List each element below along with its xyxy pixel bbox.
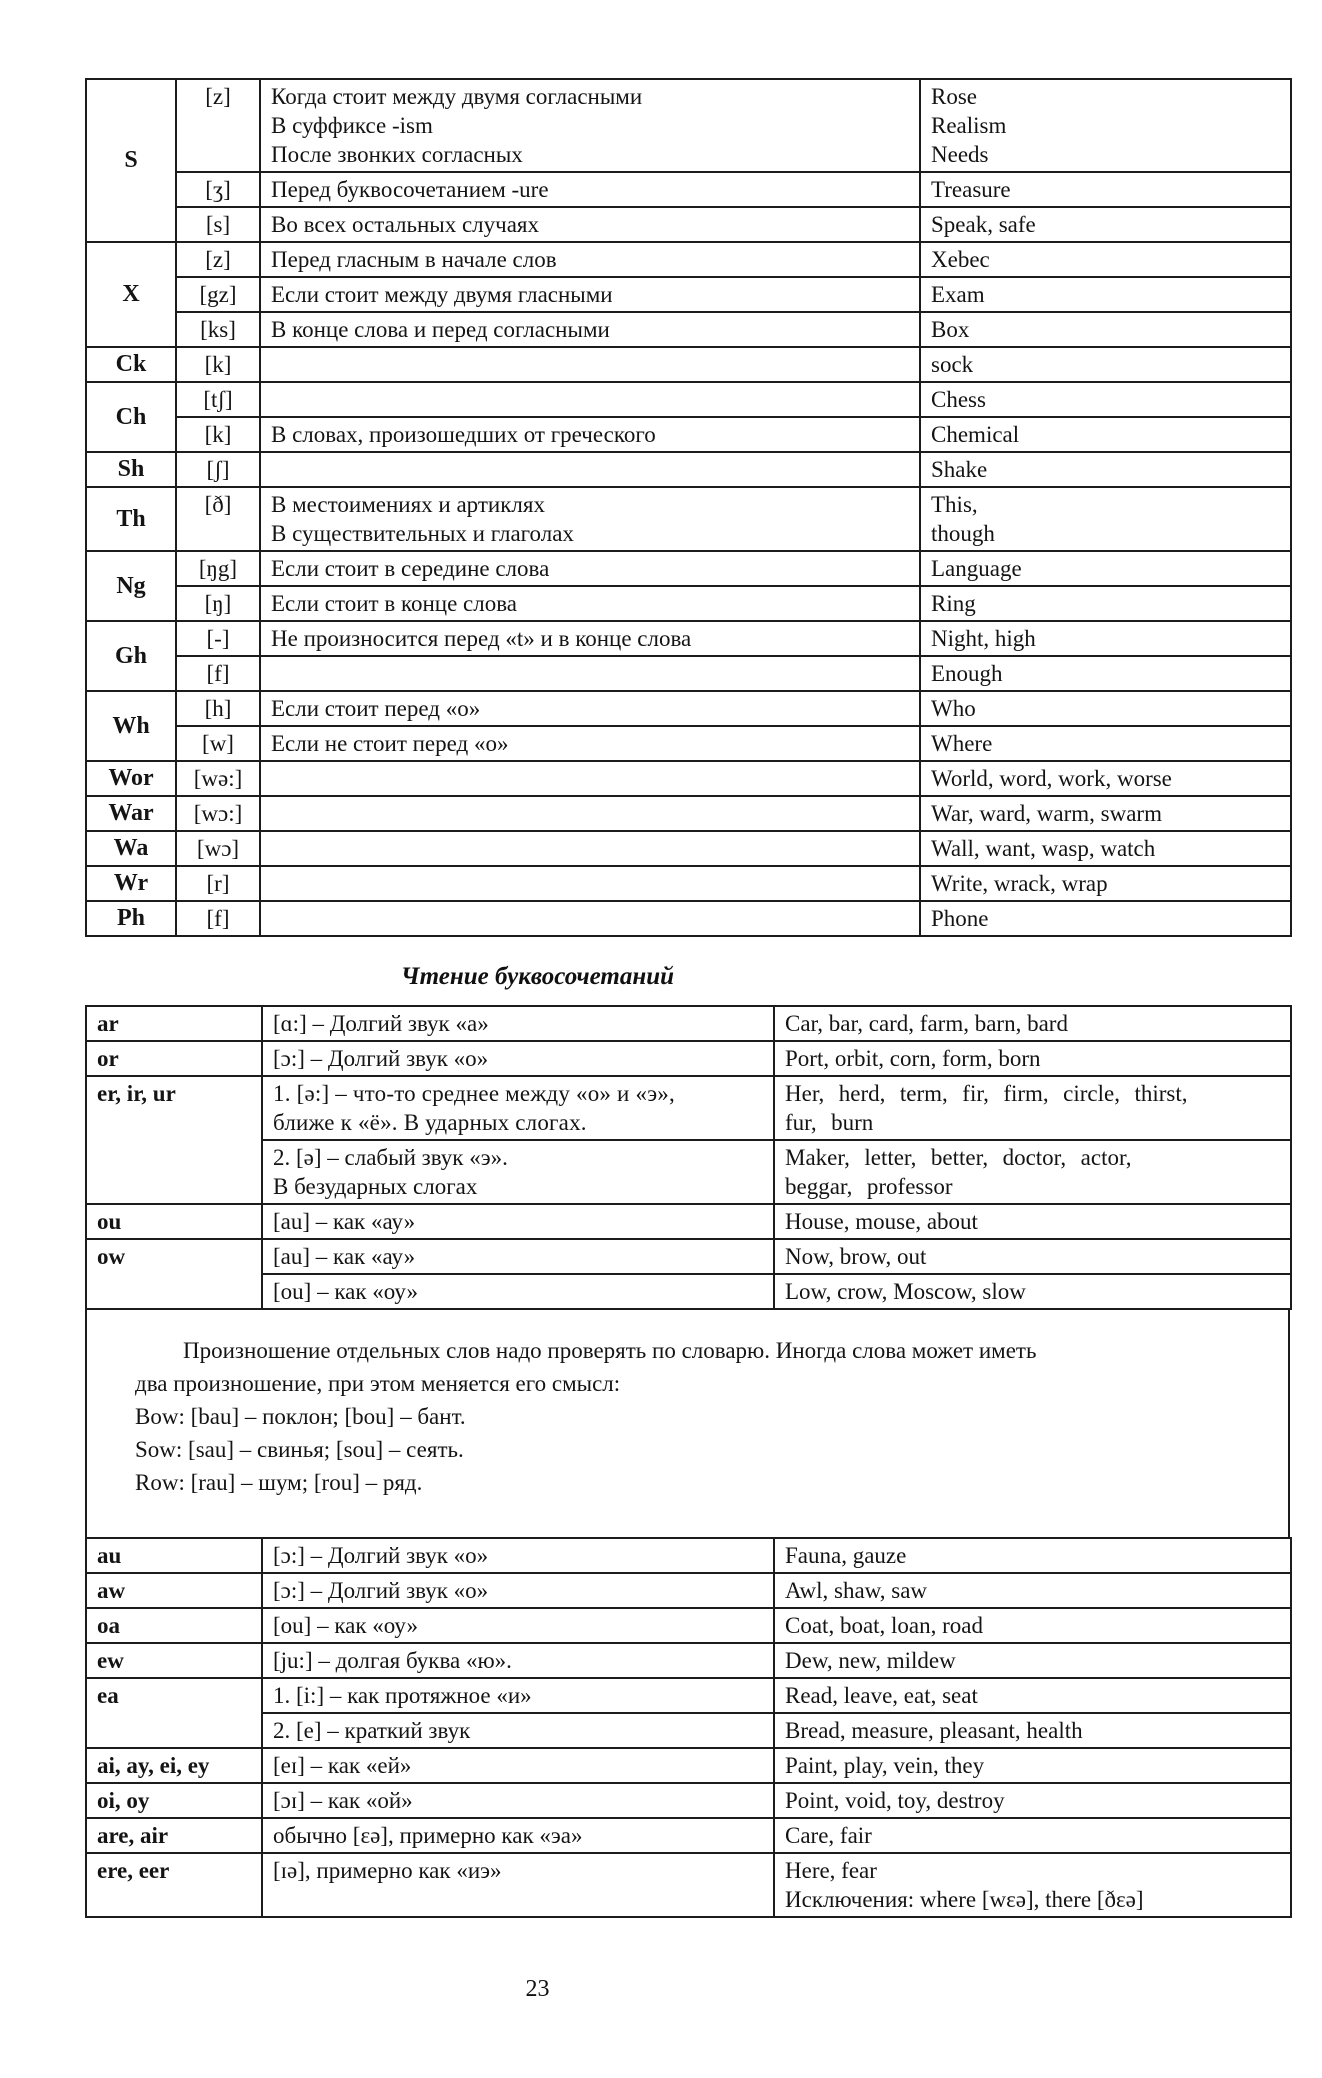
table-row [86,1204,1291,1239]
vowel-combinations-table-body [86,1006,1291,1309]
rule-text-line: [ɔɪ] – как «ой» [273,1788,413,1813]
transcription-line: [wə:] [193,766,243,791]
examples-line: Where [931,731,993,756]
rule-text [260,586,920,621]
scanned-book-page [0,78,1322,2078]
transcription-line: [wɔ:] [193,801,243,826]
examples-line: Awl, shaw, saw [785,1578,928,1603]
transcription-line: [r] [206,871,230,896]
examples [774,1274,1291,1309]
rule-text-line: [eɪ] – как «ей» [273,1753,412,1778]
rule-text [260,207,920,242]
rule-text [260,487,920,551]
table-row [86,382,1291,417]
rule-text-line: Во всех остальных случаях [271,212,540,237]
rule-text [262,1573,774,1608]
rule-text [260,277,920,312]
examples [774,1573,1291,1608]
examples [920,796,1291,831]
note-paragraph [135,1334,1268,1400]
note-examples [135,1400,1268,1499]
examples [920,901,1291,936]
examples [920,207,1291,242]
vowel-combinations-table [85,1005,1292,1310]
examples-line: Point, void, toy, destroy [785,1788,1005,1813]
rule-text [260,796,920,831]
transcription-line: [z] [205,84,231,109]
letter-combination: are, air [86,1818,262,1853]
transcription [176,796,260,831]
table-row [86,1748,1291,1783]
table-row [86,242,1291,277]
examples [920,551,1291,586]
rule-text [262,1678,774,1713]
rule-text [260,551,920,586]
table-row [86,1818,1291,1853]
examples [920,656,1291,691]
letter-combination: Wr [86,866,176,901]
rule-text [260,901,920,936]
letter-combination: ea [86,1678,262,1748]
examples-line: Ring [931,591,976,616]
examples [920,417,1291,452]
page-number: 23 [525,1976,550,2002]
examples [774,1608,1291,1643]
examples-line: Chess [931,387,986,412]
rule-text-line: [ɔ:] – Долгий звук «о» [273,1578,489,1603]
table-row [86,761,1291,796]
rule-text-line: 2. [ə] – слабый звук «э». [273,1145,508,1170]
rule-text [262,1608,774,1643]
examples-line: Here, fear [785,1858,877,1883]
letter-combination: oi, oy [86,1783,262,1818]
rule-text-line: В существительных и глаголах [271,521,574,546]
letter-combination: au [86,1538,262,1573]
table-row [86,487,1291,551]
transcription-line: [h] [204,696,232,721]
section-title: Чтение буквосочетаний [400,963,675,990]
transcription [176,207,260,242]
examples [920,866,1291,901]
examples-line: Realism [931,113,1007,138]
examples [774,1204,1291,1239]
rule-text-line: [ou] – как «оу» [273,1279,418,1304]
transcription-line: [ks] [200,317,236,342]
examples-line: though [931,521,995,546]
rule-text-line: обычно [ɛə], примерно как «эа» [273,1823,583,1848]
transcription-line: [ŋ] [204,591,232,616]
examples-line: Speak, safe [931,212,1036,237]
table-row [86,1783,1291,1818]
consonant-combinations-table [85,78,1292,937]
examples-line: Care, fair [785,1823,872,1848]
examples-line: Coat, boat, loan, road [785,1613,984,1638]
rule-text-line: [ɔ:] – Долгий звук «о» [273,1543,489,1568]
transcription-line: [w] [202,731,234,756]
examples [920,277,1291,312]
letter-combination: S [86,79,176,242]
rule-text [260,831,920,866]
table-row [86,417,1291,452]
table-row [86,79,1291,172]
rule-text-line: [au] – как «ау» [273,1244,416,1269]
rule-text [262,1713,774,1748]
table-row [86,207,1291,242]
table-row [86,726,1291,761]
transcription-line: [ʒ] [205,177,231,202]
rule-text-line: Перед буквосочетанием -ure [271,177,549,202]
examples [920,621,1291,656]
examples-line: Language [931,556,1022,581]
rule-text-line: [ou] – как «оу» [273,1613,418,1638]
rule-text-line: Когда стоит между двумя согласными [271,84,643,109]
note-example-line: Sow: [sau] – свинья; [sou] – сеять. [135,1437,464,1462]
letter-combination: or [86,1041,262,1076]
examples [774,1713,1291,1748]
transcription [176,586,260,621]
rule-text [262,1041,774,1076]
transcription-line: [f] [206,906,230,931]
letter-combination: Ph [86,901,176,936]
letter-combination: Wa [86,831,176,866]
rule-text-line: Если стоит в конце слова [271,591,518,616]
examples-line: Rose [931,84,977,109]
examples-line: Who [931,696,976,721]
transcription [176,277,260,312]
rule-text [262,1783,774,1818]
examples-line: Treasure [931,177,1011,202]
examples [920,691,1291,726]
letter-combination: Sh [86,452,176,487]
examples [920,761,1291,796]
examples-line: Low, crow, Moscow, slow [785,1279,1026,1304]
rule-text [260,79,920,172]
rule-text-line: [ju:] – долгая буква «ю». [273,1648,512,1673]
letter-combination: Ck [86,347,176,382]
examples-line: Read, leave, eat, seat [785,1683,978,1708]
note-example-line: Row: [rau] – шум; [rou] – ряд. [135,1470,423,1495]
rule-text-line: [ɑ:] – Долгий звук «а» [273,1011,489,1036]
transcription [176,487,260,551]
letter-combination: ou [86,1204,262,1239]
table-row [86,1573,1291,1608]
transcription-line: [z] [205,247,231,272]
page-content [85,78,1290,2003]
letter-combination: X [86,242,176,347]
examples [920,831,1291,866]
rule-text [260,621,920,656]
rule-text [260,726,920,761]
rule-text-line: ближе к «ё». В ударных слогах. [273,1110,587,1135]
examples-line: Maker, letter, better, doctor, actor, [785,1145,1132,1170]
rule-text [262,1239,774,1274]
examples-line: Fauna, gauze [785,1543,907,1568]
table-row [86,1076,1291,1140]
rule-text [262,1748,774,1783]
rule-text-line: [au] – как «ау» [273,1209,416,1234]
transcription-line: [wɔ] [196,836,240,861]
transcription [176,761,260,796]
examples [774,1041,1291,1076]
examples-line: Wall, want, wasp, watch [931,836,1156,861]
table-row [86,691,1291,726]
transcription-line: [ʃ] [206,457,230,482]
rule-text-line: В словах, произошедших от греческого [271,422,656,447]
rule-text-line: После звонких согласных [271,142,523,167]
table-row [86,831,1291,866]
rule-text [260,417,920,452]
table-row [86,1713,1291,1748]
rule-text-line: Если не стоит перед «о» [271,731,509,756]
note-paragraph-line: Произношение отдельных слов надо проверять по словарю. Иногда слова может иметь [183,1338,1037,1363]
note-example-line: Bow: [bau] – поклон; [bou] – бант. [135,1404,466,1429]
examples [920,79,1291,172]
letter-combination: War [86,796,176,831]
letter-combination: Ch [86,382,176,452]
letter-combination: oa [86,1608,262,1643]
transcription [176,656,260,691]
table-row [86,347,1291,382]
rule-text-line: Перед гласным в начале слов [271,247,557,272]
table-row [86,1643,1291,1678]
examples [774,1076,1291,1140]
transcription-line: [s] [205,212,231,237]
examples [774,1239,1291,1274]
transcription [176,691,260,726]
rule-text [260,866,920,901]
rule-text-line: В безударных слогах [273,1174,478,1199]
rule-text [262,1538,774,1573]
examples-line: Xebec [931,247,990,272]
transcription-line: [k] [204,352,232,377]
examples [920,726,1291,761]
examples [774,1538,1291,1573]
examples-line: beggar, professor [785,1174,953,1199]
transcription [176,831,260,866]
letter-combination: aw [86,1573,262,1608]
examples-line: Car, bar, card, farm, barn, bard [785,1011,1068,1036]
vowel-combinations-table-2-body [86,1538,1291,1917]
examples-line: House, mouse, about [785,1209,978,1234]
table-row [86,1041,1291,1076]
examples-line: Paint, play, vein, they [785,1753,985,1778]
transcription [176,172,260,207]
examples [920,452,1291,487]
table-row [86,1538,1291,1573]
transcription-line: [k] [204,422,232,447]
examples-line: Now, brow, out [785,1244,927,1269]
letter-combination: ow [86,1239,262,1309]
rule-text [260,347,920,382]
examples-line: Her, herd, term, fir, firm, circle, thirst, [785,1081,1188,1106]
examples-line: Box [931,317,970,342]
rule-text-line: Если стоит между двумя гласными [271,282,613,307]
examples [774,1006,1291,1041]
pronunciation-note [85,1308,1290,1539]
table-row [86,656,1291,691]
table-row [86,796,1291,831]
examples-line: Enough [931,661,1003,686]
table-row [86,1006,1291,1041]
examples [774,1783,1291,1818]
letter-combination: ew [86,1643,262,1678]
rule-text-line: Если стоит перед «о» [271,696,481,721]
examples-line: Write, wrack, wrap [931,871,1108,896]
transcription [176,79,260,172]
table-row [86,1853,1291,1917]
rule-text [260,312,920,347]
examples-line: fur, burn [785,1110,874,1135]
transcription [176,551,260,586]
examples [774,1853,1291,1917]
examples [920,242,1291,277]
examples-line: Needs [931,142,989,167]
transcription-line: [ð] [204,492,232,517]
rule-text-line: Если стоит в середине слова [271,556,550,581]
transcription-line: [f] [206,661,230,686]
letter-combination: Wh [86,691,176,761]
examples [774,1818,1291,1853]
transcription-line: [gz] [199,282,237,307]
letter-combination: Ng [86,551,176,621]
examples [920,347,1291,382]
rule-text [260,452,920,487]
examples-line: Chemical [931,422,1020,447]
letter-combination: Th [86,487,176,551]
examples [774,1643,1291,1678]
note-paragraph-line: два произношение, при этом меняется его смысл: [135,1371,621,1396]
table-row [86,586,1291,621]
transcription-line: [ŋg] [198,556,238,581]
transcription [176,866,260,901]
table-row [86,312,1291,347]
transcription [176,621,260,656]
letter-combination: Gh [86,621,176,691]
examples-line: This, [931,492,978,517]
rule-text-line: 1. [i:] – как протяжное «и» [273,1683,532,1708]
table-row [86,1239,1291,1274]
rule-text-line: В суффиксе -ism [271,113,433,138]
examples-line: War, ward, warm, swarm [931,801,1162,826]
transcription [176,417,260,452]
table-row [86,1608,1291,1643]
examples-line: Исключения: where [wɛə], there [ðɛə] [785,1887,1144,1912]
table-row [86,172,1291,207]
examples [774,1678,1291,1713]
examples-line: Night, high [931,626,1036,651]
rule-text-line: 2. [e] – краткий звук [273,1718,471,1743]
rule-text-line: В конце слова и перед согласными [271,317,610,342]
rule-text-line: 1. [ə:] – что-то среднее между «о» и «э», [273,1081,675,1106]
table-row [86,452,1291,487]
vowel-combinations-table-2 [85,1537,1292,1918]
transcription [176,452,260,487]
examples [920,586,1291,621]
rule-text [262,1274,774,1309]
transcription [176,901,260,936]
table-row [86,901,1291,936]
table-row [86,551,1291,586]
rule-text [262,1818,774,1853]
transcription [176,347,260,382]
rule-text-line: Не произносится перед «t» и в конце слова [271,626,692,651]
examples [920,487,1291,551]
table-row [86,621,1291,656]
examples-line: Bread, measure, pleasant, health [785,1718,1083,1743]
examples [774,1140,1291,1204]
rule-text [260,172,920,207]
rule-text [262,1204,774,1239]
rule-text-line: В местоимениях и артиклях [271,492,545,517]
table-row [86,1140,1291,1204]
transcription [176,242,260,277]
transcription [176,312,260,347]
rule-text-line: [ɪə], примерно как «иэ» [273,1858,502,1883]
rule-text [260,242,920,277]
rule-text [262,1853,774,1917]
letter-combination: ere, eer [86,1853,262,1917]
table-row [86,277,1291,312]
rule-text [262,1076,774,1140]
examples [774,1748,1291,1783]
rule-text [262,1643,774,1678]
examples-line: Dew, new, mildew [785,1648,956,1673]
examples-line: Exam [931,282,985,307]
rule-text [260,761,920,796]
rule-text [260,656,920,691]
examples [920,312,1291,347]
table-row [86,1274,1291,1309]
transcription [176,726,260,761]
examples-line: Phone [931,906,989,931]
examples-line: sock [931,352,974,377]
letter-combination: er, ir, ur [86,1076,262,1204]
examples [920,382,1291,417]
transcription-line: [tʃ] [203,387,233,412]
rule-text [260,691,920,726]
examples-line: Port, orbit, corn, form, born [785,1046,1041,1071]
letter-combination: Wor [86,761,176,796]
transcription [176,382,260,417]
examples [920,172,1291,207]
examples-line: World, word, work, worse [931,766,1172,791]
letter-combination: ai, ay, ei, ey [86,1748,262,1783]
rule-text [260,382,920,417]
rule-text [262,1006,774,1041]
consonant-combinations-table-body [86,79,1291,936]
transcription-line: [-] [206,626,230,651]
examples-line: Shake [931,457,988,482]
rule-text-line: [ɔ:] – Долгий звук «о» [273,1046,489,1071]
rule-text [262,1140,774,1204]
table-row [86,866,1291,901]
letter-combination: ar [86,1006,262,1041]
table-row [86,1678,1291,1713]
